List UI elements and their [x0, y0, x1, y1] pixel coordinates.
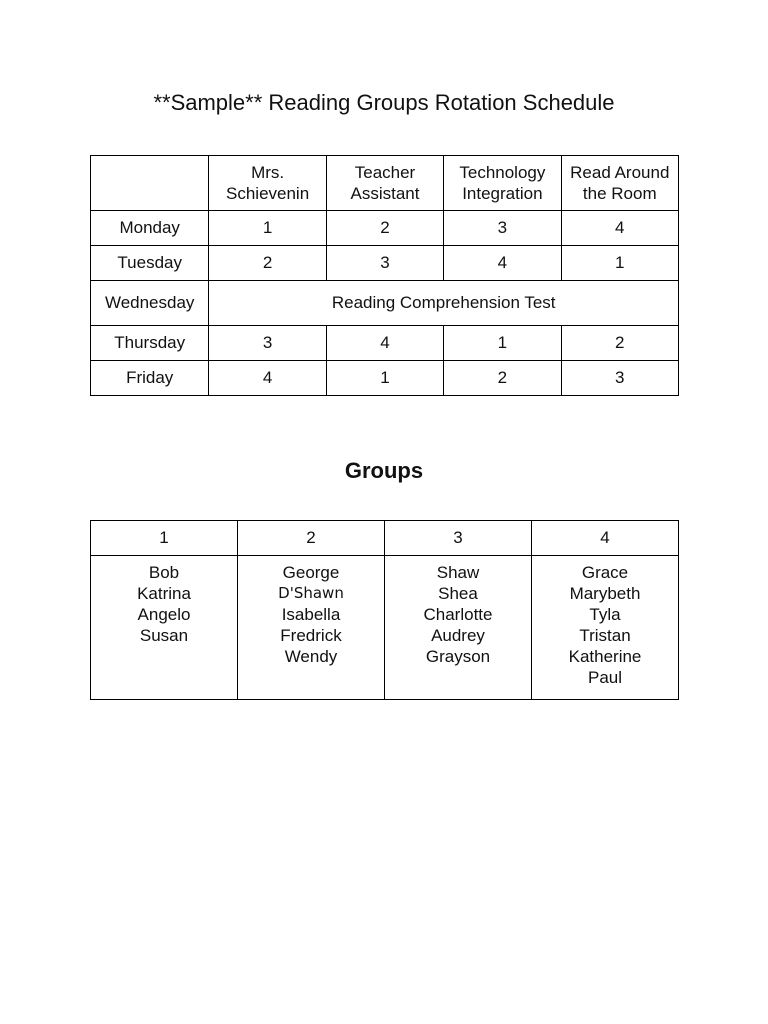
header-cell	[561, 156, 678, 211]
group-number-cell: 1	[91, 521, 238, 556]
student-name: Wendy	[284, 647, 338, 666]
student-name: George	[282, 563, 340, 582]
test-note-cell: Reading Comprehension Test	[209, 281, 679, 326]
student-name: Katherine	[568, 647, 642, 666]
group-members-cell	[238, 556, 385, 700]
groups-title: Groups	[344, 458, 424, 483]
schedule-row-friday	[91, 361, 679, 396]
group-cell: 1	[326, 361, 443, 396]
header-cell	[209, 156, 326, 211]
group-cell: 4	[561, 211, 678, 246]
student-name: Audrey	[431, 626, 485, 645]
student-name: Tyla	[589, 605, 621, 624]
header-line: Integration	[462, 184, 543, 203]
student-name: Isabella	[281, 605, 341, 624]
day-cell: Monday	[91, 211, 209, 246]
group-number-cell: 4	[532, 521, 679, 556]
group-members-row	[91, 556, 679, 700]
group-cell: 2	[326, 211, 443, 246]
page-title: **Sample** Reading Groups Rotation Schedule	[153, 90, 615, 115]
group-cell: 4	[209, 361, 326, 396]
group-members-cell	[91, 556, 238, 700]
header-cell	[326, 156, 443, 211]
day-cell: Wednesday	[91, 281, 209, 326]
header-line: Schievenin	[226, 184, 310, 203]
group-cell: 1	[561, 246, 678, 281]
schedule-row-monday	[91, 211, 679, 246]
student-name: Grayson	[425, 647, 491, 666]
header-cell	[444, 156, 561, 211]
student-name: Marybeth	[569, 584, 641, 603]
student-name: Katrina	[137, 584, 191, 603]
student-name: Charlotte	[423, 605, 493, 624]
group-cell: 2	[561, 326, 678, 361]
group-cell: 3	[561, 361, 678, 396]
student-name: Fredrick	[280, 626, 342, 645]
student-name: Susan	[139, 626, 189, 645]
student-name: Bob	[148, 563, 180, 582]
group-members-cell	[385, 556, 532, 700]
student-name: Shaw	[436, 563, 480, 582]
group-cell: 4	[326, 326, 443, 361]
header-line: Teacher	[354, 163, 416, 182]
student-name: Angelo	[137, 605, 191, 624]
header-line: Assistant	[350, 184, 420, 203]
header-line: the Room	[582, 184, 657, 203]
group-number-cell: 3	[385, 521, 532, 556]
group-cell: 3	[326, 246, 443, 281]
schedule-row-tuesday	[91, 246, 679, 281]
header-line: Read Around	[570, 163, 670, 182]
day-cell: Tuesday	[91, 246, 209, 281]
schedule-row-thursday	[91, 326, 679, 361]
group-members-cell	[532, 556, 679, 700]
day-cell: Thursday	[91, 326, 209, 361]
student-name: Shea	[438, 584, 478, 603]
header-line: Technology	[459, 163, 546, 182]
group-cell: 2	[209, 246, 326, 281]
student-name: Grace	[581, 563, 629, 582]
student-name: D'Shawn	[278, 584, 344, 602]
group-cell: 2	[444, 361, 561, 396]
schedule-row-wednesday	[91, 281, 679, 326]
group-cell: 1	[444, 326, 561, 361]
group-number-row	[91, 521, 679, 556]
group-cell: 3	[444, 211, 561, 246]
groups-table	[90, 520, 679, 700]
rotation-schedule-table	[90, 155, 679, 396]
group-cell: 4	[444, 246, 561, 281]
student-name: Paul	[587, 668, 623, 687]
student-name: Tristan	[579, 626, 631, 645]
group-cell: 1	[209, 211, 326, 246]
day-cell: Friday	[91, 361, 209, 396]
header-line: Mrs.	[251, 163, 285, 182]
group-number-cell: 2	[238, 521, 385, 556]
schedule-header-row	[91, 156, 679, 211]
group-cell: 3	[209, 326, 326, 361]
corner-cell	[91, 156, 209, 211]
